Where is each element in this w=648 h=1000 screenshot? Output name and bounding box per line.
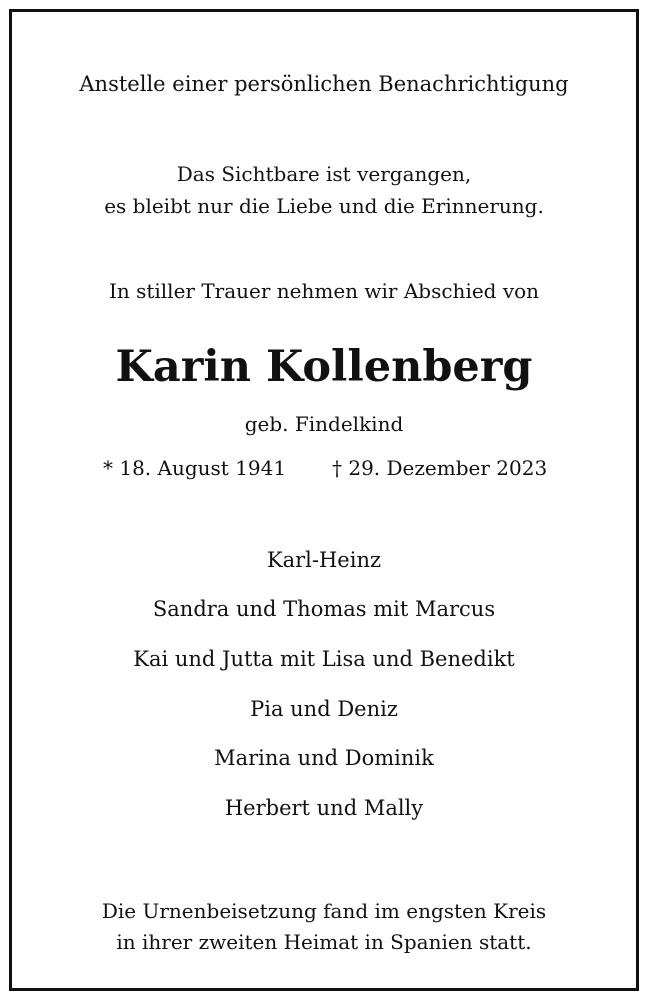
announcement-text: In stiller Trauer nehmen wir Abschied von: [108, 279, 540, 303]
mourner-5: Marina und Dominik: [214, 746, 434, 770]
quote-line-1: Das Sichtbare ist vergangen,: [176, 162, 472, 186]
mourner-4: Pia und Deniz: [250, 697, 398, 721]
deceased-name: Karin Kollenberg: [115, 342, 533, 392]
mourner-1: Karl-Heinz: [266, 548, 382, 572]
notice-border: [9, 9, 639, 991]
mourner-3: Kai und Jutta mit Lisa und Benedikt: [133, 647, 515, 671]
mourner-6: Herbert und Mally: [224, 796, 424, 820]
mourner-2: Sandra und Thomas mit Marcus: [152, 597, 496, 621]
maiden-name: geb. Findelkind: [244, 412, 404, 436]
closing-line-1: Die Urnenbeisetzung fand im engsten Kreis: [101, 899, 547, 923]
birth-date: * 18. August 1941: [103, 456, 287, 480]
quote-line-2: es bleibt nur die Liebe und die Erinnerung.: [104, 194, 544, 218]
closing-line-2: in ihrer zweiten Heimat in Spanien statt.: [116, 930, 532, 954]
death-date: † 29. Dezember 2023: [332, 456, 548, 480]
notice-header: Anstelle einer persönlichen Benachrichtigung: [79, 72, 569, 96]
